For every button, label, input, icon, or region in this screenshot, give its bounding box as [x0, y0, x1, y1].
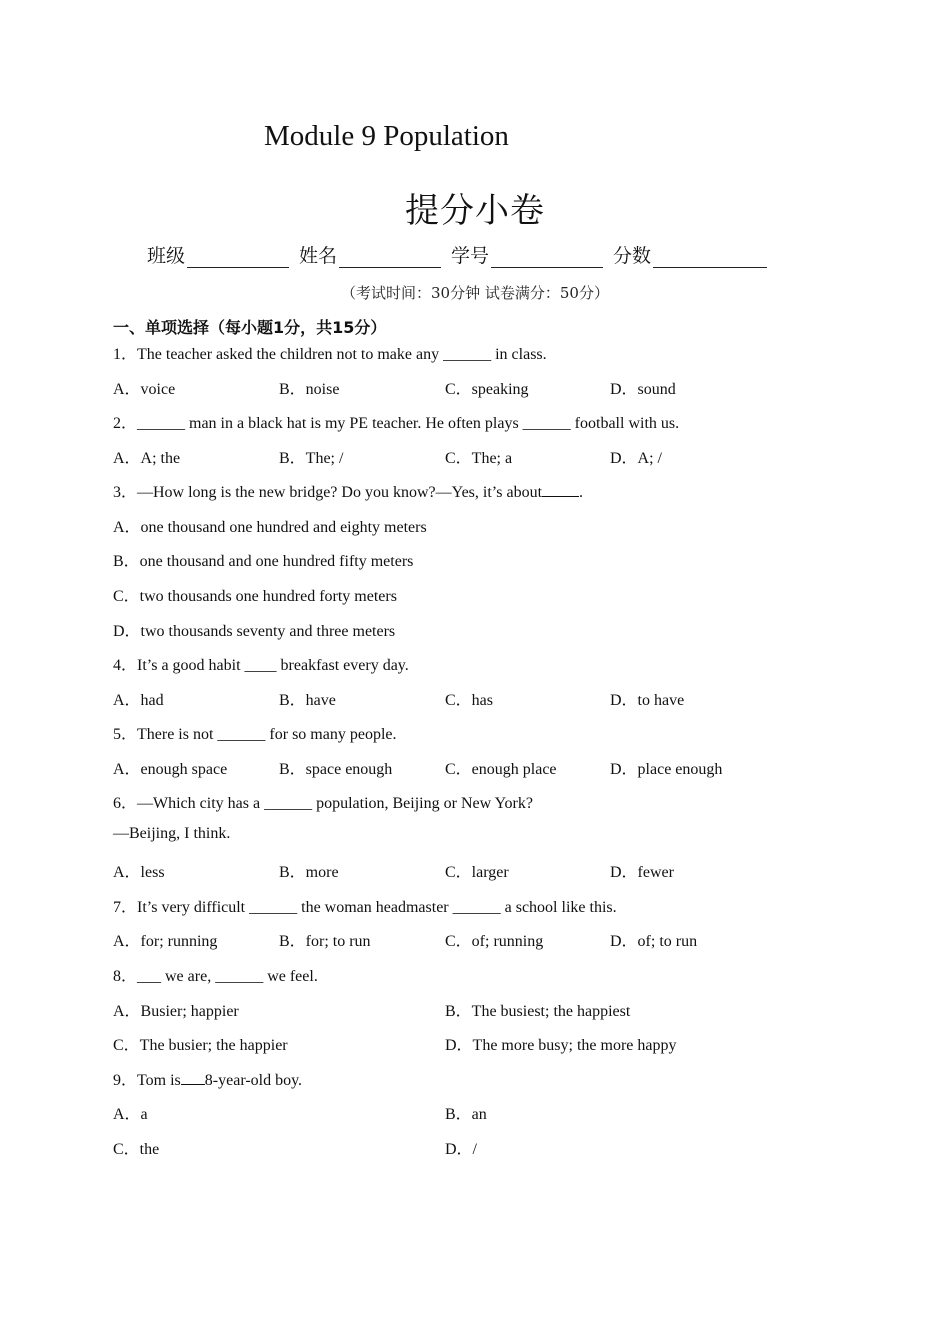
question-7-option-c: C．of; running — [445, 933, 544, 950]
question-7-option-a: A．for; running — [113, 933, 218, 950]
question-6-option-b: B．more — [279, 864, 339, 881]
exam-note: （考试时间：30分钟 试卷满分：50分） — [341, 284, 609, 302]
question-4-option-a: A．had — [113, 692, 164, 709]
module-title: Module 9 Population — [264, 120, 509, 152]
question-1-option-b: B．noise — [279, 381, 340, 398]
student-number-field — [451, 241, 603, 268]
student-number-blank — [491, 247, 603, 268]
class-label: 班级 — [147, 245, 186, 267]
question-9-option-b: B．an — [445, 1106, 487, 1123]
question-5-option-b: B．space enough — [279, 761, 393, 778]
question-3-stem-end: . — [579, 484, 584, 501]
question-1-option-c: C．speaking — [445, 381, 529, 398]
question-9-option-d: D．/ — [445, 1141, 478, 1158]
question-5-option-c: C．enough place — [445, 761, 557, 778]
question-4-option-d: D．to have — [610, 692, 685, 709]
question-2-option-a: A．A; the — [113, 450, 181, 467]
question-6-answer-line: —Beijing, I think. — [113, 825, 231, 842]
question-9-option-c: C．the — [113, 1141, 160, 1158]
question-8-option-b: B．The busiest; the happiest — [445, 1003, 631, 1020]
class-blank — [187, 247, 289, 268]
question-1-stem: 1．The teacher asked the children not to make any ______ in class. — [113, 346, 547, 363]
question-2-option-b: B．The; / — [279, 450, 344, 467]
question-9-stem-end: 8-year-old boy. — [204, 1072, 303, 1089]
question-2-stem: 2．______ man in a black hat is my PE teacher. He often plays ______ football with us. — [113, 415, 680, 432]
question-3-option-b: B．one thousand and one hundred fifty meters — [113, 553, 414, 570]
score-field — [613, 241, 767, 268]
question-5-option-d: D．place enough — [610, 761, 723, 778]
question-8-option-a: A．Busier; happier — [113, 1003, 239, 1020]
question-7-option-b: B．for; to run — [279, 933, 371, 950]
question-8-stem: 8．___ we are, ______ we feel. — [113, 968, 318, 985]
question-4-stem: 4．It’s a good habit ____ breakfast every day. — [113, 657, 409, 674]
question-6-option-c: C．larger — [445, 864, 509, 881]
question-4-option-b: B．have — [279, 692, 336, 709]
question-5-stem: 5．There is not ______ for so many people. — [113, 726, 397, 743]
question-3-stem — [113, 479, 583, 502]
question-2-option-c: C．The; a — [445, 450, 513, 467]
question-9-answer-blank — [181, 1070, 205, 1085]
question-2-option-d: D．A; / — [610, 450, 663, 467]
name-label: 姓名 — [299, 245, 338, 267]
question-3-option-c: C．two thousands one hundred forty meters — [113, 588, 397, 605]
question-1-option-a: A．voice — [113, 381, 176, 398]
student-number-label: 学号 — [451, 245, 490, 267]
question-6-stem: 6．—Which city has a ______ population, Beijing or New York? — [113, 795, 533, 812]
question-9-stem-text: 9．Tom is — [113, 1072, 181, 1089]
class-field — [147, 241, 289, 268]
name-blank — [339, 247, 441, 268]
question-3-answer-blank — [542, 482, 579, 497]
question-7-stem: 7．It’s very difficult ______ the woman headmaster ______ a school like this. — [113, 899, 617, 916]
question-7-option-d: D．of; to run — [610, 933, 698, 950]
score-label: 分数 — [613, 245, 652, 267]
score-blank — [653, 247, 767, 268]
question-9-option-a: A．a — [113, 1106, 148, 1123]
question-5-option-a: A．enough space — [113, 761, 228, 778]
question-8-option-c: C．The busier; the happier — [113, 1037, 288, 1054]
question-8-option-d: D．The more busy; the more happy — [445, 1037, 677, 1054]
question-3-stem-text: 3．—How long is the new bridge? Do you know?—Yes, it’s about — [113, 484, 543, 501]
question-6-option-d: D．fewer — [610, 864, 674, 881]
question-3-option-a: A．one thousand one hundred and eighty meters — [113, 519, 427, 536]
student-info-line — [147, 241, 777, 268]
question-1-option-d: D．sound — [610, 381, 676, 398]
question-4-option-c: C．has — [445, 692, 494, 709]
section-heading: 一、单项选择（每小题1分，共15分） — [113, 318, 387, 337]
question-3-option-d: D．two thousands seventy and three meters — [113, 623, 396, 640]
name-field — [299, 241, 441, 268]
page-subtitle: 提分小卷 — [405, 191, 545, 231]
question-6-option-a: A．less — [113, 864, 165, 881]
question-9-stem — [113, 1067, 302, 1090]
